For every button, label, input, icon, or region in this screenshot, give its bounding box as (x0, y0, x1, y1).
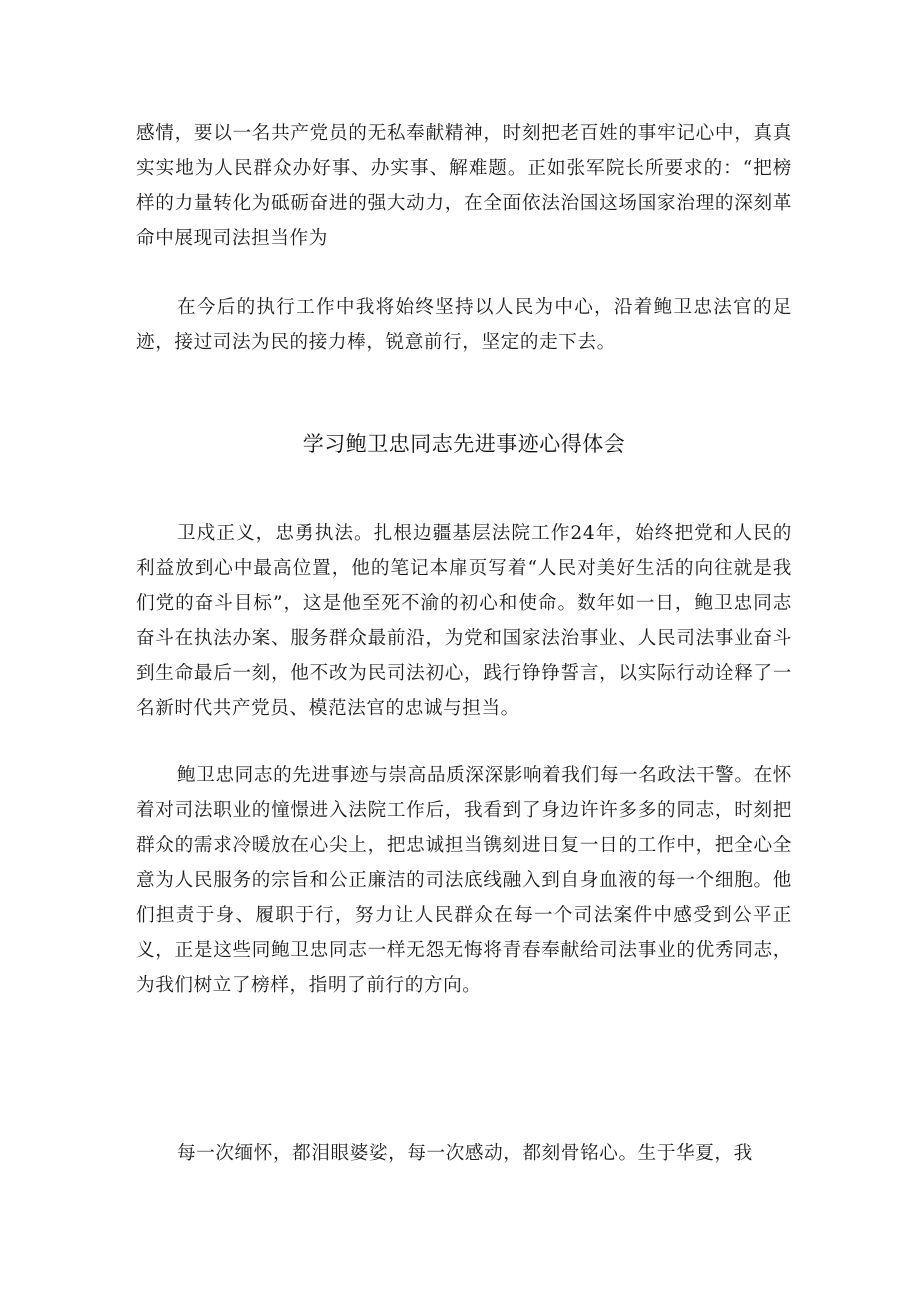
body-paragraph-3: 每一次缅怀，都泪眼婆娑，每一次感动，都刻骨铭心。生于华夏，我 (177, 1143, 753, 1164)
continued-paragraph: 感情，要以一名共产党员的无私奉献精神，时刻把老百姓的事牢记心中，真真实实地为人民群众办好事、办实事、解难题。正如张军院长所要求的：“把榜样的力量转化为砥砺奋进的强大动力，在全面依法治国这场国家治理的深刻革命中展现司法担当作为 (136, 123, 792, 249)
closing-paragraph: 在今后的执行工作中我将始终坚持以人民为中心，沿着鲍卫忠法官的足迹，接过司法为民的接力棒，锐意前行，坚定的走下去。 (136, 297, 792, 353)
section-title: 学习鲍卫忠同志先进事迹心得体会 (302, 432, 626, 456)
body-paragraph-1: 卫戍正义，忠勇执法。扎根边疆基层法院工作24年，始终把党和人民的利益放到心中最高位置，他的笔记本扉页写着“人民对美好生活的向往就是我们党的奋斗目标”，这是他至死不渝的初心和使命。数年如一日，鲍卫忠同志奋斗在执法办案、服务群众最前沿，为党和国家法治事业、人民司法事业奋斗到生命最后一刻，他不改为民司法初心，践行铮铮誓言，以实际行动诠释了一名新时代共产党员、模范法官的忠诚与担当。 (136, 523, 792, 719)
body-paragraph-2: 鲍卫忠同志的先进事迹与崇高品质深深影响着我们每一名政法干警。在怀着对司法职业的憧憬进入法院工作后，我看到了身边许许多多的同志，时刻把群众的需求冷暖放在心尖上，把忠诚担当镌刻进日复一日的工作中，把全心全意为人民服务的宗旨和公正廉洁的司法底线融入到自身血液的每一个细胞。他们担责于身、履职于行，努力让人民群众在每一个司法案件中感受到公平正义，正是这些同鲍卫忠同志一样无怨无悔将青春奉献给司法事业的优秀同志，为我们树立了榜样，指明了前行的方向。 (136, 765, 792, 996)
